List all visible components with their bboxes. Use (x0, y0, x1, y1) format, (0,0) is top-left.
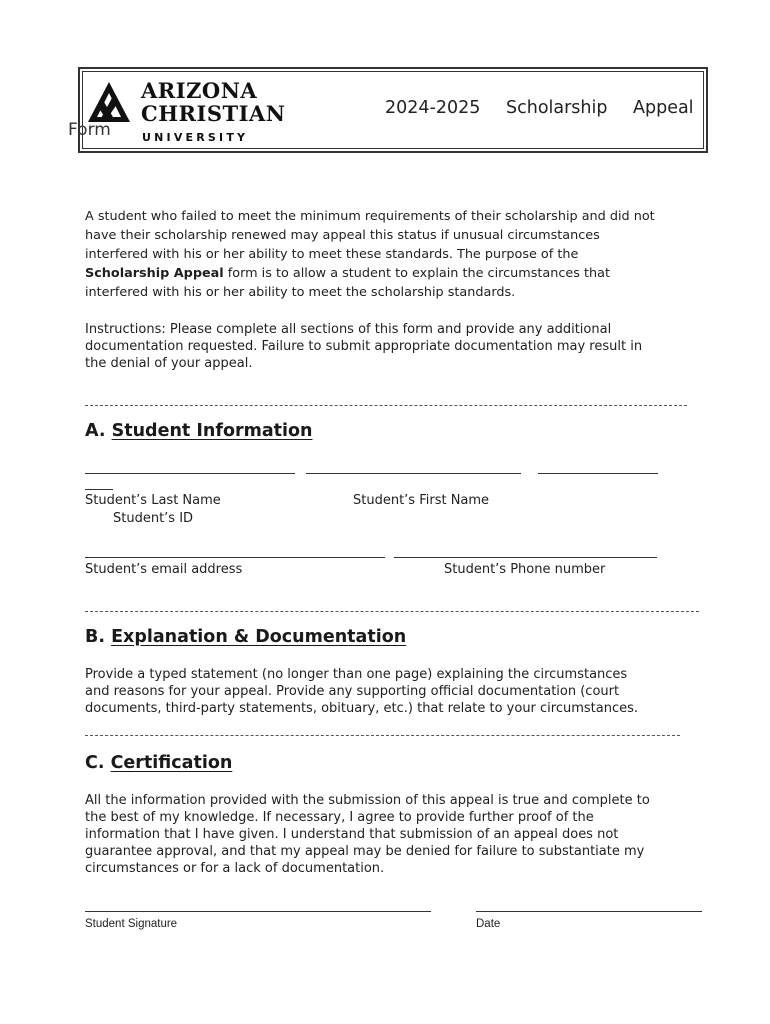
certification-line: information that I have given. I understand that submission of an appeal does not (85, 827, 619, 842)
section-c-heading (85, 753, 232, 773)
instructions-line: Instructions: Please complete all sections of this form and provide any additional (85, 322, 612, 337)
last-name-field[interactable] (85, 473, 295, 474)
section-divider (85, 611, 699, 612)
certification-line: guarantee approval, and that my appeal may be denied for failure to substantiate my (85, 844, 645, 859)
logo-text-university: UNIVERSITY (142, 131, 249, 144)
last-name-label: Student’s Last Name (85, 493, 221, 508)
section-a-title: Student Information (111, 421, 313, 441)
certification-line: circumstances or for a lack of documentation. (85, 861, 385, 876)
section-b-title: Explanation & Documentation (111, 627, 407, 647)
signature-field[interactable] (85, 911, 431, 912)
logo-text-arizona: ARIZONA (141, 78, 258, 103)
section-divider (85, 405, 687, 406)
intro-line (85, 264, 725, 283)
signature-label: Student Signature (85, 918, 178, 930)
section-b-line: Provide a typed statement (no longer than one page) explaining the circumstances (85, 667, 628, 682)
section-c-title: Certification (110, 753, 233, 773)
intro-line: interfered with his or her ability to meet the scholarship standards. (85, 285, 516, 300)
phone-label: Student’s Phone number (444, 562, 606, 577)
university-logo-icon (86, 80, 132, 124)
section-b-letter: B. (85, 627, 105, 647)
instructions-line: the denial of your appeal. (85, 356, 253, 371)
intro-line: interfered with his or her ability to meet these standards. The purpose of the (85, 247, 579, 262)
date-field[interactable] (476, 911, 702, 912)
logo-text-christian: CHRISTIAN (141, 101, 286, 126)
date-label: Date (476, 918, 501, 930)
email-field[interactable] (85, 557, 385, 558)
section-divider (85, 735, 680, 736)
phone-field[interactable] (394, 557, 657, 558)
section-b-paragraph (85, 666, 725, 717)
first-name-label: Student’s First Name (353, 493, 490, 508)
certification-line: All the information provided with the submission of this appeal is true and complete to (85, 793, 650, 808)
intro-line: have their scholarship renewed may appeal this status if unusual circumstances (85, 228, 600, 243)
intro-bold-term: Scholarship Appeal (85, 266, 224, 281)
instructions-paragraph (85, 321, 725, 372)
title-year: 2024-2025 (385, 98, 481, 118)
section-b-line: documents, third-party statements, obituary, etc.) that relate to your circumstances. (85, 701, 639, 716)
title-appeal: Appeal (633, 98, 694, 118)
email-label: Student’s email address (85, 562, 243, 577)
section-b-line: and reasons for your appeal. Provide any supporting official documentation (court (85, 684, 620, 699)
section-c-letter: C. (85, 753, 105, 773)
student-id-field-continued[interactable] (85, 489, 113, 490)
student-id-label: Student’s ID (113, 511, 194, 526)
section-a-letter: A. (85, 421, 106, 441)
student-id-field[interactable] (538, 473, 658, 474)
section-a-heading (85, 421, 313, 441)
section-b-heading (85, 627, 406, 647)
instructions-line: documentation requested. Failure to submit appropriate documentation may result in (85, 339, 643, 354)
intro-line-rest: form is to allow a student to explain the circumstances that (223, 266, 611, 281)
intro-paragraph (85, 207, 725, 302)
first-name-field[interactable] (306, 473, 521, 474)
certification-line: the best of my knowledge. If necessary, I agree to provide further proof of the (85, 810, 594, 825)
certification-paragraph (85, 792, 725, 877)
intro-line: A student who failed to meet the minimum requirements of their scholarship and did not (85, 209, 655, 224)
title-scholarship: Scholarship (506, 98, 608, 118)
title-form: Form (68, 120, 111, 140)
